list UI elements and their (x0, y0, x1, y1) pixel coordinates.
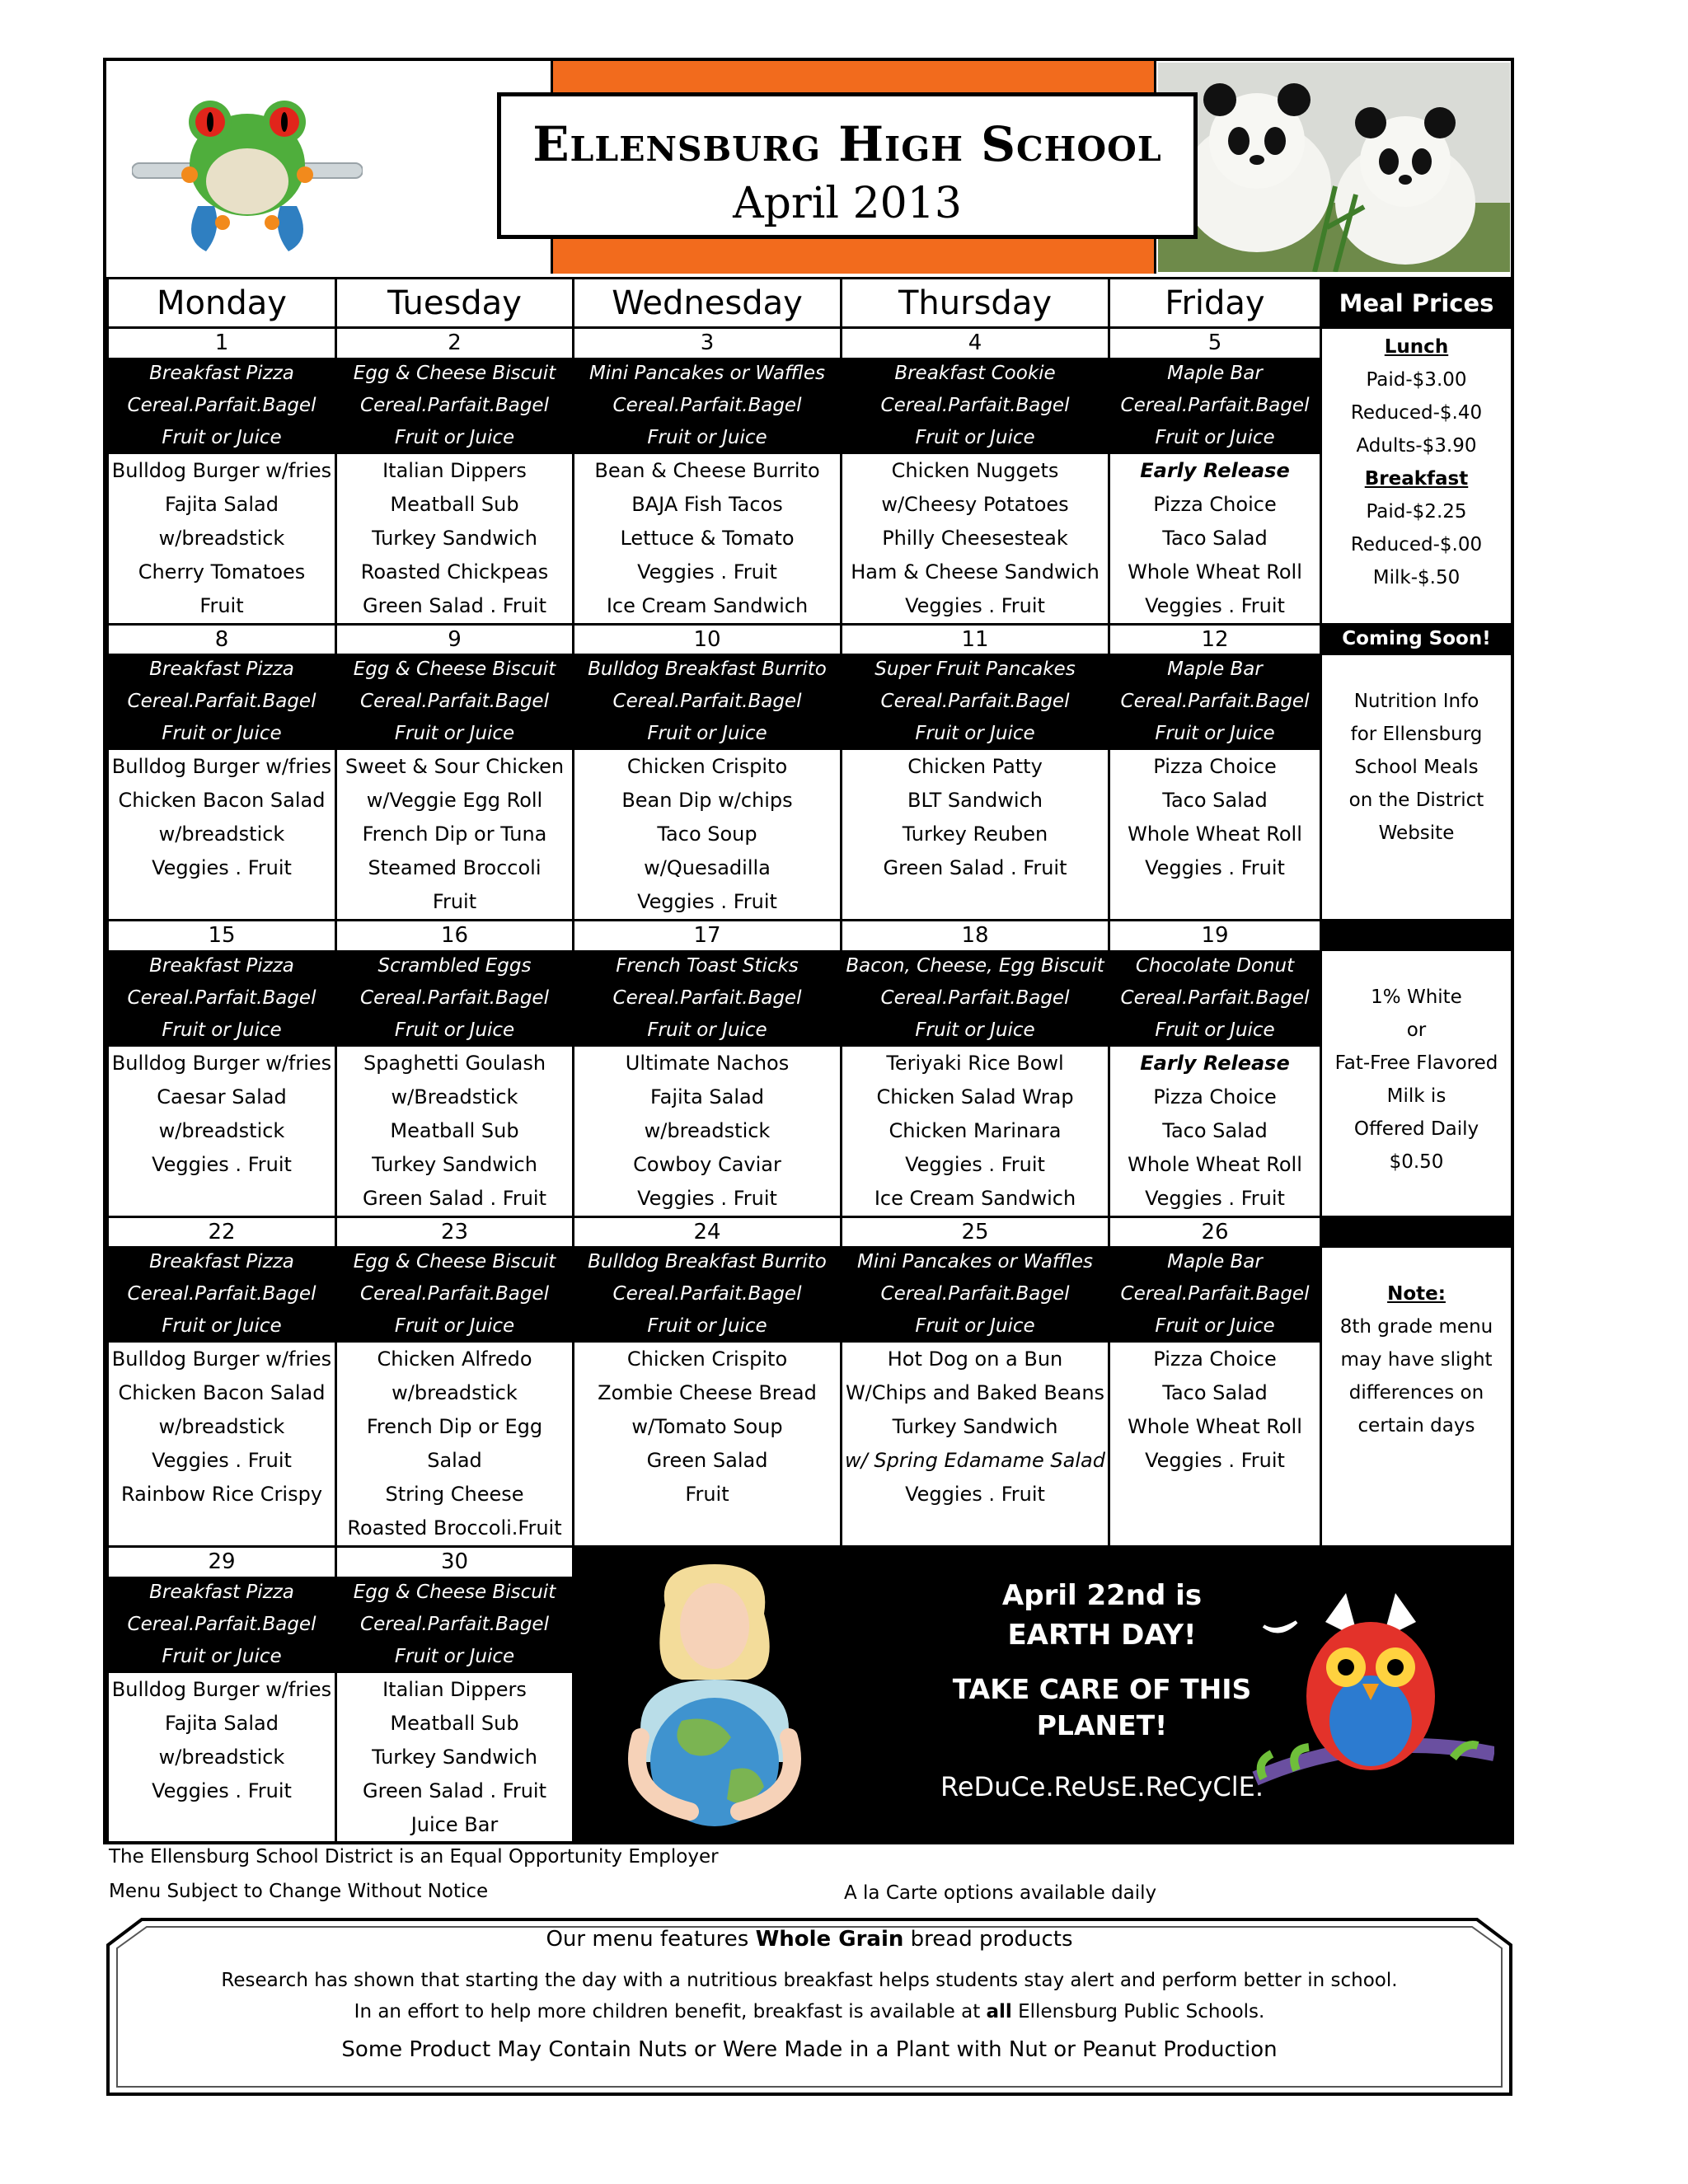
date-number: 24 (574, 1216, 842, 1246)
lunch-cell: Early Release Pizza Choice Taco Salad Whole Wheat Roll Veggies . Fruit (1109, 454, 1321, 625)
date-number: 5 (1109, 328, 1321, 358)
lunch-cell: Italian Dippers Meatball Sub Turkey Sandwich Roasted Chickpeas Green Salad . Fruit (336, 454, 574, 625)
price-line: Adults-$3.90 (1356, 435, 1477, 457)
date-number: 12 (1109, 624, 1321, 654)
day-header-thursday: Thursday (842, 279, 1109, 328)
date-number: 16 (336, 921, 574, 950)
day-header-monday: Monday (108, 279, 336, 328)
breakfast-cell: Breakfast Pizza Cereal.Parfait.Bagel Fruit or Juice (108, 950, 336, 1047)
lunch-cell: Early Release Pizza Choice Taco Salad Whole Wheat Roll Veggies . Fruit (1109, 1047, 1321, 1217)
note-box (106, 1917, 1513, 2097)
breakfast-cell: Breakfast Pizza Cereal.Parfait.Bagel Fruit or Juice (108, 1577, 336, 1673)
date-number: 18 (842, 921, 1109, 950)
menu-change-text: Menu Subject to Change Without Notice (109, 1881, 489, 1902)
date-number: 22 (108, 1216, 336, 1246)
day-header-tuesday: Tuesday (336, 279, 574, 328)
title-box (497, 92, 1198, 239)
equal-opportunity-text: The Ellensburg School District is an Equal Opportunity Employer (109, 1846, 719, 1868)
milk-info-panel: 1% White or Fat-Free Flavored Milk is Offered Daily $0.50 (1321, 950, 1512, 1217)
date-number: 19 (1109, 921, 1321, 950)
breakfast-cell: Egg & Cheese Biscuit Cereal.Parfait.Bagel Fruit or Juice (336, 358, 574, 454)
date-number: 29 (108, 1547, 336, 1577)
earth-day-banner (574, 1547, 1512, 1844)
breakfast-cell: Breakfast Pizza Cereal.Parfait.Bagel Fruit or Juice (108, 1246, 336, 1343)
breakfast-cell: Breakfast Pizza Cereal.Parfait.Bagel Fruit or Juice (108, 358, 336, 454)
lunch-cell: Bean & Cheese Burrito BAJA Fish Tacos Lettuce & Tomato Veggies . Fruit Ice Cream Sandwich (574, 454, 842, 625)
lunch-cell: Chicken Nuggets w/Cheesy Potatoes Philly Cheesesteak Ham & Cheese Sandwich Veggies . Fruit (842, 454, 1109, 625)
date-number: 9 (336, 624, 574, 654)
date-number: 17 (574, 921, 842, 950)
earth-girl-image (591, 1556, 838, 1836)
price-line: Milk-$.50 (1372, 567, 1461, 588)
price-line: Paid-$3.00 (1366, 369, 1467, 391)
date-number: 1 (108, 328, 336, 358)
lunch-cell: Pizza Choice Taco Salad Whole Wheat Roll Veggies . Fruit (1109, 1343, 1321, 1547)
date-number: 15 (108, 921, 336, 950)
breakfast-cell: Egg & Cheese Biscuit Cereal.Parfait.Bagel Fruit or Juice (336, 1246, 574, 1343)
lunch-cell: Sweet & Sour Chicken w/Veggie Egg Roll French Dip or Tuna Steamed Broccoli Fruit (336, 750, 574, 921)
breakfast-cell: Super Fruit Pancakes Cereal.Parfait.Bagel Fruit or Juice (842, 654, 1109, 750)
menu-calendar (106, 277, 1513, 1844)
lunch-cell: Bulldog Burger w/fries Chicken Bacon Salad w/breadstick Veggies . Fruit Rainbow Rice Crispy (108, 1343, 336, 1547)
lunch-cell: Ultimate Nachos Fajita Salad w/breadstick Cowboy Caviar Veggies . Fruit (574, 1047, 842, 1217)
breakfast-cell: Chocolate Donut Cereal.Parfait.Bagel Fruit or Juice (1109, 950, 1321, 1047)
breakfast-cell: Breakfast Pizza Cereal.Parfait.Bagel Fruit or Juice (108, 654, 336, 750)
lunch-cell: Bulldog Burger w/fries Fajita Salad w/breadstick Veggies . Fruit (108, 1673, 336, 1844)
meal-prices-panel (1321, 328, 1512, 625)
price-line: Reduced-$.40 (1350, 402, 1483, 424)
side-divider (1321, 921, 1512, 950)
breakfast-cell: Egg & Cheese Biscuit Cereal.Parfait.Bagel Fruit or Juice (336, 1577, 574, 1673)
a-la-carte-text: A la Carte options available daily (844, 1882, 1157, 1904)
lunch-cell: Hot Dog on a Bun W/Chips and Baked Beans Turkey Sandwich w/ Spring Edamame Salad Veggies . Fruit (842, 1343, 1109, 1547)
lunch-cell: Chicken Crispito Zombie Cheese Bread w/Tomato Soup Green Salad Fruit (574, 1343, 842, 1547)
frog-image (132, 82, 363, 272)
day-header-friday: Friday (1109, 279, 1321, 328)
breakfast-cell: Mini Pancakes or Waffles Cereal.Parfait.Bagel Fruit or Juice (842, 1246, 1109, 1343)
side-divider (1321, 1216, 1512, 1246)
date-number: 23 (336, 1216, 574, 1246)
date-number: 8 (108, 624, 336, 654)
day-header-wednesday: Wednesday (574, 279, 842, 328)
lunch-cell: Chicken Alfredo w/breadstick French Dip or Egg Salad String Cheese Roasted Broccoli.Fruit (336, 1343, 574, 1547)
breakfast-cell: Maple Bar Cereal.Parfait.Bagel Fruit or Juice (1109, 358, 1321, 454)
breakfast-availability-line: In an effort to help more children benefit, breakfast is available at all Ellensburg Public Schools. (354, 2001, 1265, 2022)
lunch-cell: Pizza Choice Taco Salad Whole Wheat Roll Veggies . Fruit (1109, 750, 1321, 921)
lunch-cell: Bulldog Burger w/fries Caesar Salad w/breadstick Veggies . Fruit (108, 1047, 336, 1217)
breakfast-cell: Bulldog Breakfast Burrito Cereal.Parfait.Bagel Fruit or Juice (574, 654, 842, 750)
date-number: 26 (1109, 1216, 1321, 1246)
breakfast-cell: Scrambled Eggs Cereal.Parfait.Bagel Fruit or Juice (336, 950, 574, 1047)
breakfast-cell: Egg & Cheese Biscuit Cereal.Parfait.Bagel Fruit or Juice (336, 654, 574, 750)
grade-note-panel: Note: 8th grade menu may have slight differences on certain days (1321, 1246, 1512, 1547)
research-line: Research has shown that starting the day with a nutritious breakfast helps students stay alert and perform better in school. (221, 1970, 1398, 1991)
lunch-cell: Bulldog Burger w/fries Fajita Salad w/breadstick Cherry Tomatoes Fruit (108, 454, 336, 625)
earth-day-text: April 22nd is EARTH DAY! TAKE CARE OF THIS PLANET! ReDuCe.ReUsE.ReCyClE. (940, 1579, 1264, 1802)
breakfast-cell: Breakfast Cookie Cereal.Parfait.Bagel Fruit or Juice (842, 358, 1109, 454)
date-number: 2 (336, 328, 574, 358)
breakfast-cell: Maple Bar Cereal.Parfait.Bagel Fruit or Juice (1109, 654, 1321, 750)
date-number: 3 (574, 328, 842, 358)
school-name: Ellensburg High School (532, 116, 1162, 172)
date-number: 4 (842, 328, 1109, 358)
breakfast-cell: Bacon, Cheese, Egg Biscuit Cereal.Parfait.Bagel Fruit or Juice (842, 950, 1109, 1047)
lunch-cell: Chicken Patty BLT Sandwich Turkey Reuben Green Salad . Fruit (842, 750, 1109, 921)
date-number: 11 (842, 624, 1109, 654)
lunch-cell: Italian Dippers Meatball Sub Turkey Sandwich Green Salad . Fruit Juice Bar (336, 1673, 574, 1844)
pandas-image (1158, 63, 1510, 272)
lunch-cell: Teriyaki Rice Bowl Chicken Salad Wrap Chicken Marinara Veggies . Fruit Ice Cream Sandwich (842, 1047, 1109, 1217)
lunch-cell: Chicken Crispito Bean Dip w/chips Taco Soup w/Quesadilla Veggies . Fruit (574, 750, 842, 921)
coming-soon-label: Coming Soon! (1321, 624, 1512, 654)
breakfast-cell: French Toast Sticks Cereal.Parfait.Bagel Fruit or Juice (574, 950, 842, 1047)
price-line: Reduced-$.00 (1350, 534, 1483, 555)
breakfast-cell: Bulldog Breakfast Burrito Cereal.Parfait.Bagel Fruit or Juice (574, 1246, 842, 1343)
whole-grain-line: Our menu features Whole Grain bread products (546, 1927, 1073, 1952)
date-number: 30 (336, 1547, 574, 1577)
month-label: April 2013 (733, 179, 962, 228)
lunch-cell: Bulldog Burger w/fries Chicken Bacon Salad w/breadstick Veggies . Fruit (108, 750, 336, 921)
breakfast-prices-title: Breakfast (1364, 468, 1469, 490)
lunch-cell: Spaghetti Goulash w/Breadstick Meatball Sub Turkey Sandwich Green Salad . Fruit (336, 1047, 574, 1217)
lunch-prices-title: Lunch (1384, 336, 1449, 358)
note-title: Note: (1387, 1282, 1446, 1305)
breakfast-cell: Mini Pancakes or Waffles Cereal.Parfait.Bagel Fruit or Juice (574, 358, 842, 454)
nut-warning-line: Some Product May Contain Nuts or Were Made in a Plant with Nut or Peanut Production (341, 2037, 1278, 2062)
breakfast-cell: Maple Bar Cereal.Parfait.Bagel Fruit or Juice (1109, 1246, 1321, 1343)
date-number: 25 (842, 1216, 1109, 1246)
date-number: 10 (574, 624, 842, 654)
owl-image (1247, 1589, 1494, 1820)
meal-prices-header: Meal Prices (1321, 279, 1512, 328)
nutrition-info-panel: Nutrition Info for Ellensburg School Meals on the District Website (1321, 654, 1512, 921)
price-line: Paid-$2.25 (1366, 501, 1467, 523)
